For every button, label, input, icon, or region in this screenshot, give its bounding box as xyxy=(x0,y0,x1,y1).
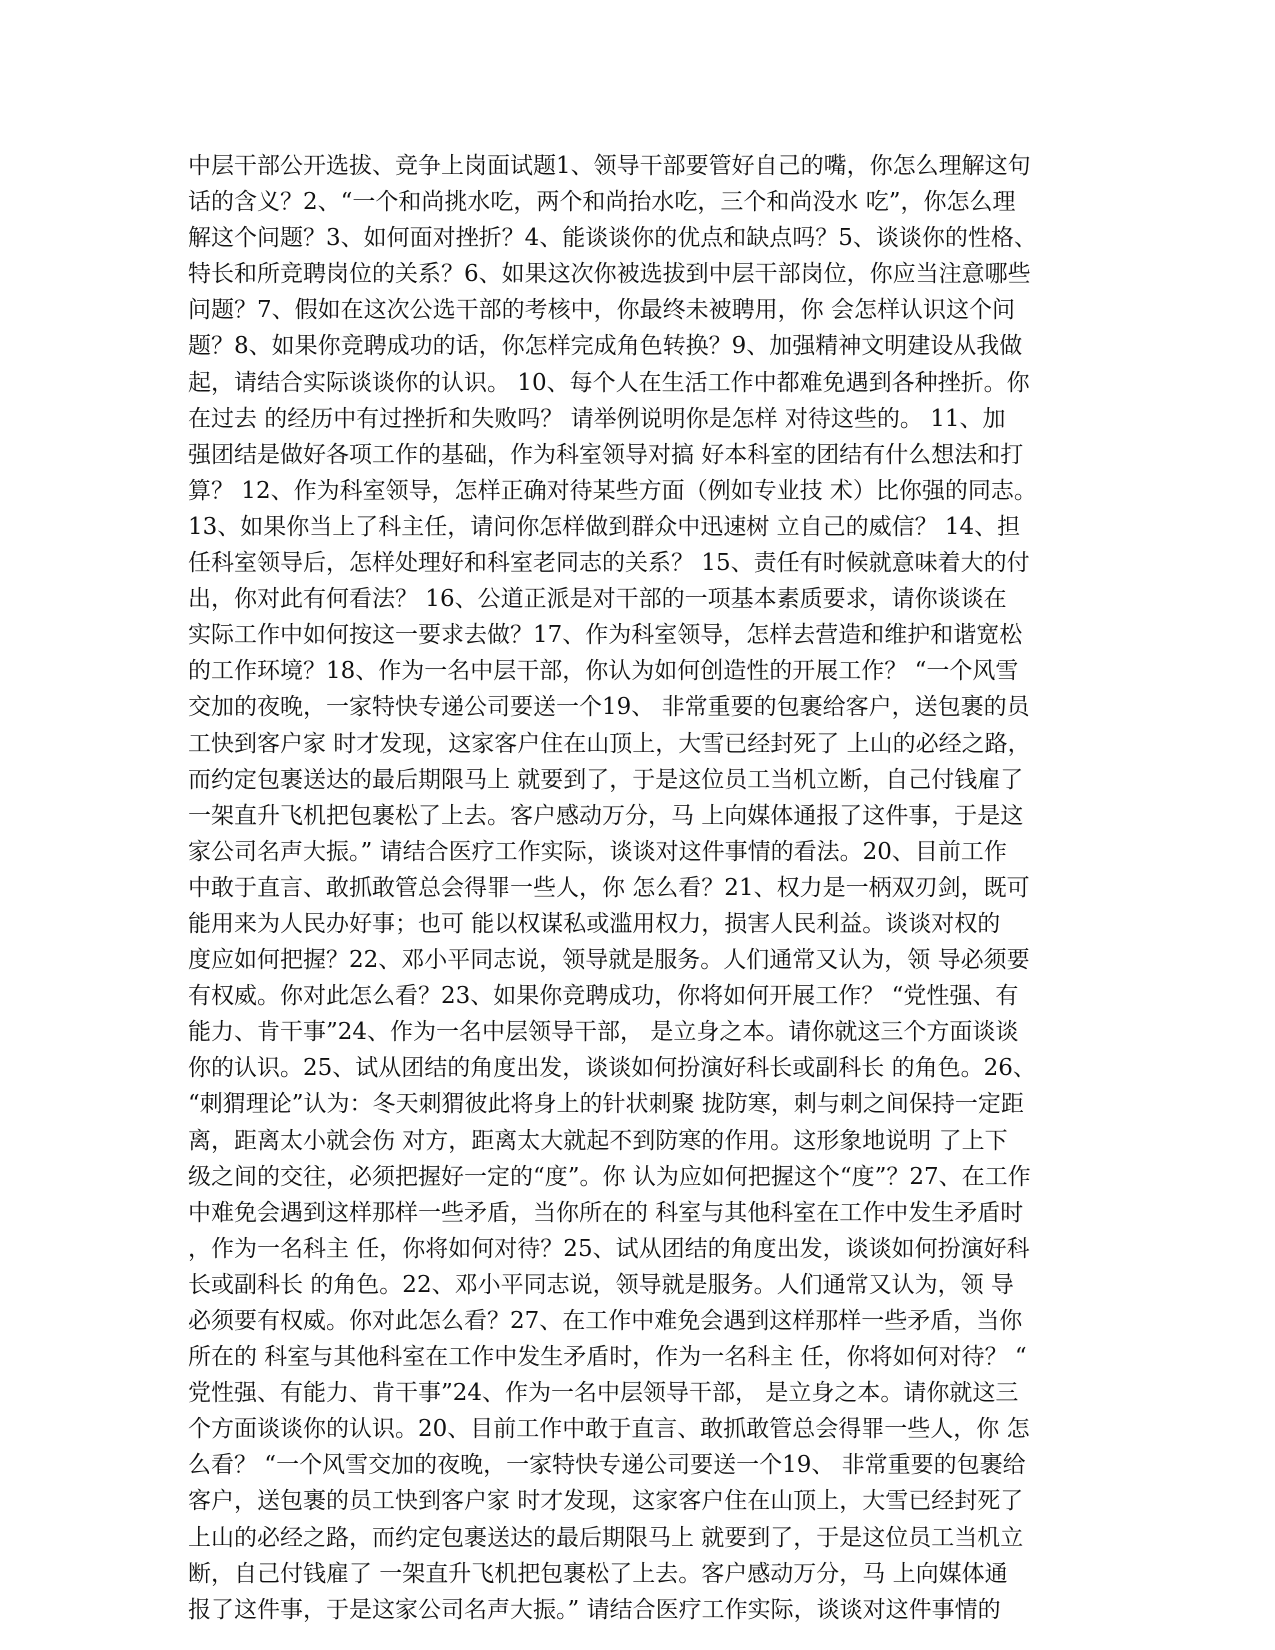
text-line: “刺猬理论”认为：冬天刺猬彼此将身上的针状刺聚 拢防寒，刺与刺之间保持一定距 xyxy=(188,1091,1024,1118)
text-line: 中难免会遇到这样那样一些矛盾，当你所在的 科室与其他科室在工作中发生矛盾时 xyxy=(188,1199,1024,1226)
text-line: 问题？7、假如在这次公选干部的考核中，你最终未被聘用，你 会怎样认识这个问 xyxy=(188,297,1015,324)
text-line: 能用来为人民办好事；也可 能以权谋私或滥用权力，损害人民利益。谈谈对权的 xyxy=(188,910,1001,937)
text-line: 客户，送包裹的员工快到客户家 时才发现，这家客户住在山顶上，大雪已经封死了 xyxy=(188,1488,1024,1515)
text-line: 特长和所竞聘岗位的关系？6、如果这次你被选拔到中层干部岗位，你应当注意哪些 xyxy=(188,261,1031,288)
text-line: 强团结是做好各项工作的基础，作为科室领导对搞 好本科室的团结有什么想法和打 xyxy=(188,441,1024,468)
text-line: 必须要有权威。你对此怎么看？27、在工作中难免会遇到这样那样一些矛盾，当你 xyxy=(188,1308,1023,1334)
text-line: 实际工作中如何按这一要求去做？17、作为科室领导，怎样去营造和维护和谐宽松 xyxy=(188,622,1023,649)
text-line: 有权威。你对此怎么看？23、如果你竞聘成功，你将如何开展工作？ “党性强、有 xyxy=(188,983,1019,1010)
text-line: 度应如何把握？22、邓小平同志说，领导就是服务。人们通常又认为，领 导必须要 xyxy=(188,947,1030,974)
text-line: 党性强、有能力、肯干事”24、作为一名中层领导干部， 是立身之本。请你就这三 xyxy=(188,1380,1019,1407)
text-line: 的工作环境？18、作为一名中层干部，你认为如何创造性的开展工作？ “一个风雪 xyxy=(188,658,1019,685)
text-line: 题？8、如果你竞聘成功的话，你怎样完成角色转换？9、加强精神文明建设从我做 xyxy=(188,333,1023,360)
text-line: 一架直升飞机把包裹松了上去。客户感动万分，马 上向媒体通报了这件事，于是这 xyxy=(188,802,1024,829)
text-line: 断，自己付钱雇了 一架直升飞机把包裹松了上去。客户感动万分，马 上向媒体通 xyxy=(188,1560,1008,1587)
text-line: 长或副科长 的角色。22、邓小平同志说，领导就是服务。人们通常又认为，领 导 xyxy=(188,1271,1014,1298)
text-line: 你的认识。25、试从团结的角度出发，谈谈如何扮演好科长或副科长 的角色。26、 xyxy=(188,1055,1036,1082)
text-line: 个方面谈谈你的认识。20、目前工作中敢于直言、敢抓敢管总会得罪一些人，你 怎 xyxy=(188,1416,1030,1443)
text-line: 报了这件事，于是这家公司名声大振。” 请结合医疗工作实际，谈谈对这件事情的 xyxy=(188,1596,1001,1623)
text-line: 级之间的交往，必须把握好一定的“度”。你 认为应如何把握这个“度”？27、在工作 xyxy=(188,1163,1031,1190)
text-line: 出，你对此有何看法？ 16、公道正派是对干部的一项基本素质要求，请你谈谈在 xyxy=(188,586,1007,613)
text-line: 在过去 的经历中有过挫折和失败吗？ 请举例说明你是怎样 对待这些的。 11、加 xyxy=(188,405,1006,432)
text-line: 交加的夜晚，一家特快专递公司要送一个19、 非常重要的包裹给客户，送包裹的员 xyxy=(188,694,1030,721)
text-line: 上山的必经之路，而约定包裹送达的最后期限马上 就要到了，于是这位员工当机立 xyxy=(188,1524,1024,1551)
body-text xyxy=(188,148,1088,1628)
text-line: 算？ 12、作为科室领导，怎样正确对待某些方面（例如专业技 术）比你强的同志。 xyxy=(188,477,1037,504)
text-line: 中层干部公开选拔、竞争上岗面试题1、领导干部要管好自己的嘴，你怎么理解这句 xyxy=(188,153,1031,179)
text-line: 么看？ “一个风雪交加的夜晚，一家特快专递公司要送一个19、 非常重要的包裹给 xyxy=(188,1452,1026,1479)
text-line: 中敢于直言、敢抓敢管总会得罪一些人，你 怎么看？21、权力是一柄双刃剑，既可 xyxy=(188,874,1030,901)
text-line: 家公司名声大振。” 请结合医疗工作实际，谈谈对这件事情的看法。20、目前工作 xyxy=(188,838,1007,865)
text-line: ，作为一名科主 任，你将如何对待？25、试从团结的角度出发，谈谈如何扮演好科 xyxy=(188,1235,1030,1262)
text-line: 所在的 科室与其他科室在工作中发生矛盾时，作为一名科主 任，你将如何对待？ “ xyxy=(188,1344,1027,1371)
text-line: 起，请结合实际谈谈你的认识。 10、每个人在生活工作中都难免遇到各种挫折。你 xyxy=(188,369,1030,396)
text-line: 任科室领导后，怎样处理好和科室老同志的关系？ 15、责任有时候就意味着大的付 xyxy=(188,550,1030,577)
text-line: 离，距离太小就会伤 对方，距离太大就起不到防寒的作用。这形象地说明 了上下 xyxy=(188,1127,1008,1154)
text-line: 13、如果你当上了科主任，请问你怎样做到群众中迅速树 立自己的威信？ 14、担 xyxy=(188,513,1021,540)
text-line: 能力、肯干事”24、作为一名中层领导干部， 是立身之本。请你就这三个方面谈谈 xyxy=(188,1019,1019,1046)
text-line: 工快到客户家 时才发现，这家客户住在山顶上，大雪已经封死了 上山的必经之路， xyxy=(188,730,1031,757)
text-line: 话的含义？2、“一个和尚挑水吃，两个和尚抬水吃，三个和尚没水 吃”，你怎么理 xyxy=(188,189,1016,216)
text-line: 解这个问题？3、如何面对挫折？4、能谈谈你的优点和缺点吗？5、谈谈你的性格、 xyxy=(188,225,1037,252)
text-line: 而约定包裹送达的最后期限马上 就要到了，于是这位员工当机立断，自己付钱雇了 xyxy=(188,766,1024,793)
